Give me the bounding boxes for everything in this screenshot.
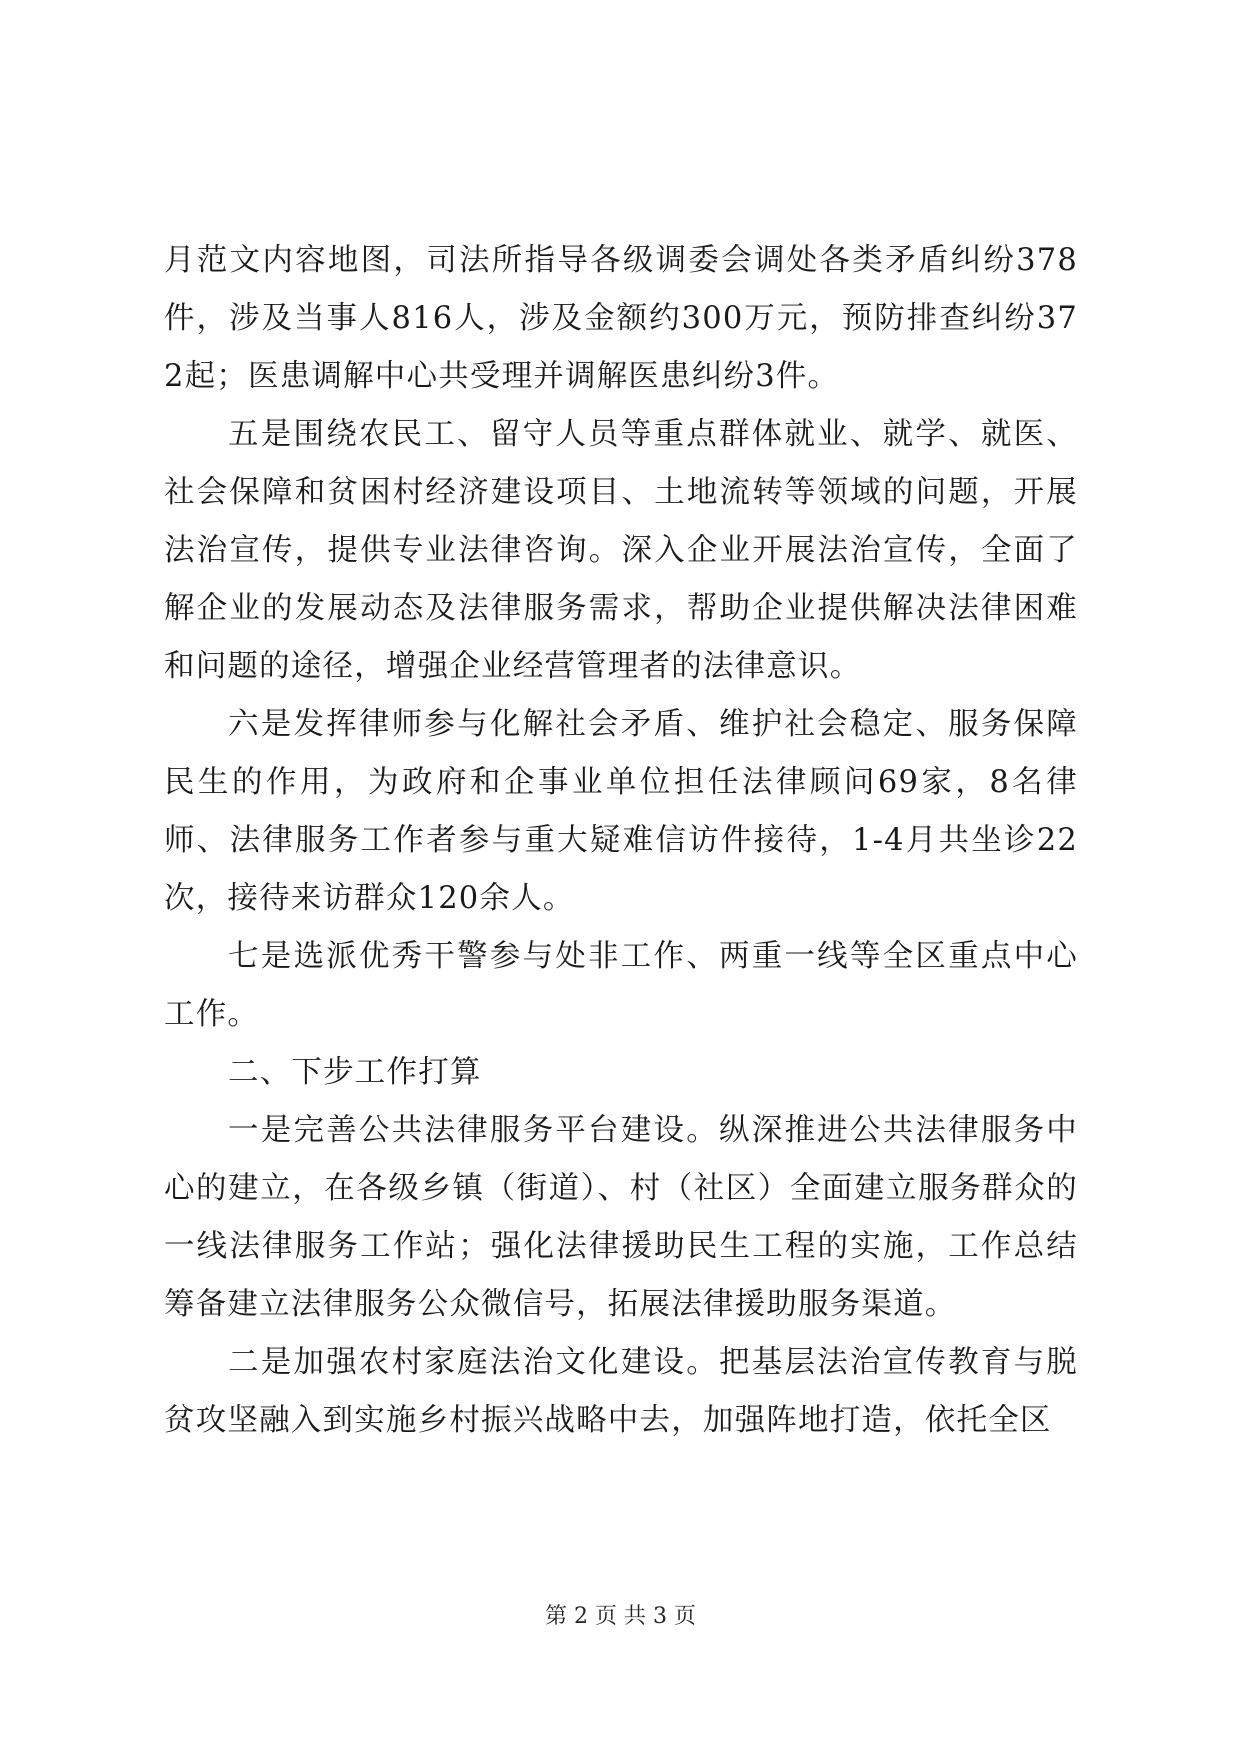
paragraph-1: 月范文内容地图，司法所指导各级调委会调处各类矛盾纠纷378件，涉及当事人816人，涉及金额约300万元，预防排查纠纷372起；医患调解中心共受理并调解医患纠纷3件。 xyxy=(164,243,1078,394)
document-body xyxy=(164,232,1078,1450)
page-footer: 第 2 页 共 3 页 xyxy=(545,1604,696,1629)
paragraph-5: 一是完善公共法律服务平台建设。纵深推进公共法律服务中心的建立，在各级乡镇（街道）、村（社区）全面建立服务群众的一线法律服务工作站；强化法律援助民生工程的实施，工作总结筹备建立法律服务公众微信号，拓展法律援助服务渠道。 xyxy=(164,1113,1078,1322)
paragraph-4: 七是选派优秀干警参与处非工作、两重一线等全区重点中心工作。 xyxy=(164,939,1078,1032)
section-heading: 二、下步工作打算 xyxy=(228,1055,482,1090)
paragraph-2: 五是围绕农民工、留守人员等重点群体就业、就学、就医、社会保障和贫困村经济建设项目、土地流转等领域的问题，开展法治宣传，提供专业法律咨询。深入企业开展法治宣传，全面了解企业的发展动态及法律服务需求，帮助企业提供解决法律困难和问题的途径，增强企业经营管理者的法律意识。 xyxy=(164,417,1078,684)
paragraph-3: 六是发挥律师参与化解社会矛盾、维护社会稳定、服务保障民生的作用，为政府和企事业单位担任法律顾问69家，8名律师、法律服务工作者参与重大疑难信访件接待，1-4月共坐诊22次，接待来访群众120余人。 xyxy=(164,707,1078,916)
paragraph-6: 二是加强农村家庭法治文化建设。把基层法治宣传教育与脱贫攻坚融入到实施乡村振兴战略中去，加强阵地打造，依托全区 xyxy=(164,1345,1078,1438)
